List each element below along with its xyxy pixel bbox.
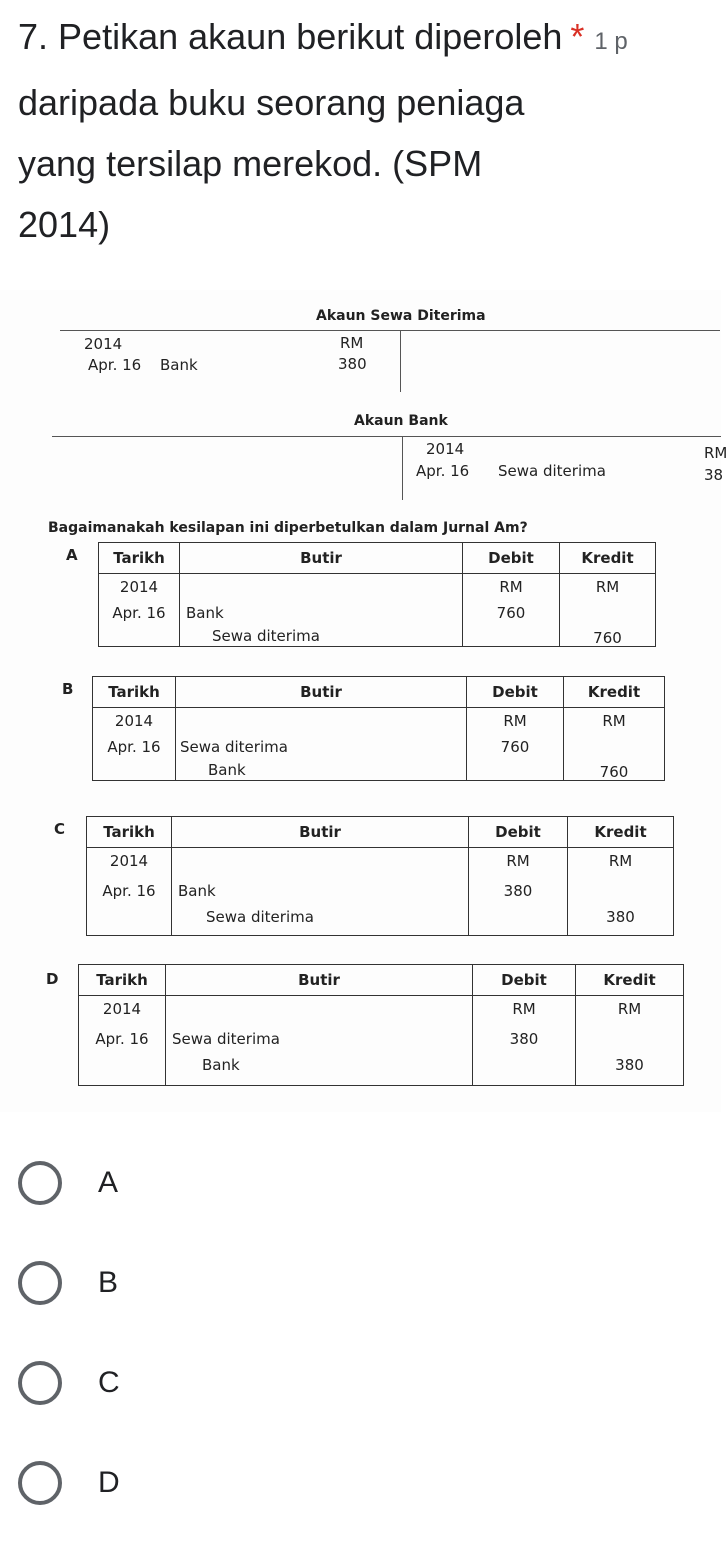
journal-c-credit: 380 bbox=[606, 908, 635, 926]
ledger-bank-particular: Sewa diterima bbox=[498, 462, 606, 480]
journal-c-date: Apr. 16 bbox=[102, 882, 156, 900]
radio-b[interactable] bbox=[18, 1261, 62, 1305]
journal-d-credit-acct: Bank bbox=[202, 1056, 240, 1074]
journal-d-date: Apr. 16 bbox=[95, 1030, 149, 1048]
journal-b-debit-currency: RM bbox=[503, 712, 527, 730]
journal-b-credit: 760 bbox=[599, 763, 629, 781]
journal-a-date: Apr. 16 bbox=[112, 604, 166, 622]
journal-a-label: A bbox=[66, 546, 78, 564]
journal-b-label: B bbox=[62, 680, 74, 698]
ledger-sewa-hline bbox=[60, 330, 720, 331]
journal-b-header-debit: Debit bbox=[467, 677, 564, 708]
ledger-sewa-year: 2014 bbox=[84, 335, 123, 353]
ledger-bank-hline bbox=[52, 436, 721, 437]
journal-d-credit-currency: RM bbox=[617, 1000, 642, 1018]
radio-c[interactable] bbox=[18, 1361, 62, 1405]
ledger-bank-title: Akaun Bank bbox=[354, 413, 448, 429]
journal-a-table bbox=[98, 542, 656, 647]
journal-d-debit-acct: Sewa diterima bbox=[172, 1030, 280, 1048]
journal-c-credit-currency: RM bbox=[608, 852, 633, 870]
journal-c-header-item: Butir bbox=[172, 817, 469, 848]
prompt-text: Bagaimanakah kesilapan ini diperbetulkan dalam Jurnal Am? bbox=[48, 520, 528, 536]
question-image bbox=[0, 290, 727, 1112]
journal-b-header-date: Tarikh bbox=[93, 677, 176, 708]
ledger-bank-amount: 38 bbox=[704, 466, 724, 484]
journal-b-credit-acct: Bank bbox=[208, 761, 246, 779]
ledger-bank-vline bbox=[402, 436, 403, 500]
journal-b-header-credit: Kredit bbox=[564, 677, 665, 708]
journal-b-table bbox=[92, 676, 665, 781]
question-line-2: daripada buku seorang peniaga bbox=[18, 82, 525, 123]
journal-c-header-debit: Debit bbox=[469, 817, 568, 848]
journal-c-year: 2014 bbox=[109, 852, 149, 870]
journal-a-debit: 760 bbox=[496, 604, 526, 622]
journal-c-header-date: Tarikh bbox=[87, 817, 172, 848]
question-line-4: 2014) bbox=[18, 204, 111, 245]
journal-d-debit: 380 bbox=[509, 1030, 539, 1048]
ledger-bank-date: Apr. 16 bbox=[416, 462, 470, 480]
option-a-label: A bbox=[98, 1166, 119, 1199]
journal-a-header-date: Tarikh bbox=[99, 543, 180, 574]
option-a[interactable] bbox=[18, 1158, 118, 1208]
journal-d-label: D bbox=[46, 970, 59, 988]
journal-c-credit-acct: Sewa diterima bbox=[206, 908, 314, 926]
required-marker: * bbox=[570, 16, 585, 57]
ledger-sewa-amount: 380 bbox=[338, 355, 367, 373]
journal-b-date: Apr. 16 bbox=[107, 738, 161, 756]
journal-c-debit: 380 bbox=[503, 882, 533, 900]
ledger-sewa-vline bbox=[400, 330, 401, 392]
journal-a-credit-currency: RM bbox=[595, 578, 620, 596]
journal-d-header-debit: Debit bbox=[473, 965, 576, 996]
journal-c-table bbox=[86, 816, 674, 936]
radio-d[interactable] bbox=[18, 1461, 62, 1505]
journal-a-debit-acct: Bank bbox=[186, 604, 224, 622]
journal-b-credit-currency: RM bbox=[602, 712, 626, 730]
question-line-3: yang tersilap merekod. (SPM bbox=[18, 143, 483, 184]
journal-b-debit-acct: Sewa diterima bbox=[180, 738, 288, 756]
option-b-label: B bbox=[98, 1266, 119, 1299]
ledger-bank-currency: RM bbox=[704, 444, 727, 462]
journal-a-year: 2014 bbox=[119, 578, 159, 596]
journal-b-header-item: Butir bbox=[176, 677, 467, 708]
ledger-sewa-currency: RM bbox=[340, 334, 364, 352]
journal-d-header-item: Butir bbox=[166, 965, 473, 996]
journal-a-debit-currency: RM bbox=[499, 578, 523, 596]
option-b[interactable] bbox=[18, 1258, 118, 1308]
journal-b-debit: 760 bbox=[500, 738, 530, 756]
ledger-sewa-title: Akaun Sewa Diterima bbox=[316, 308, 486, 324]
journal-c-debit-acct: Bank bbox=[178, 882, 216, 900]
journal-d-header-credit: Kredit bbox=[576, 965, 684, 996]
journal-c-debit-currency: RM bbox=[506, 852, 530, 870]
option-c[interactable] bbox=[18, 1358, 120, 1408]
journal-a-header-credit: Kredit bbox=[560, 543, 656, 574]
journal-d-table bbox=[78, 964, 684, 1086]
journal-a-header-item: Butir bbox=[180, 543, 463, 574]
journal-a-header-debit: Debit bbox=[463, 543, 560, 574]
journal-c-header-credit: Kredit bbox=[568, 817, 674, 848]
ledger-bank-year: 2014 bbox=[426, 440, 465, 458]
journal-d-header-date: Tarikh bbox=[79, 965, 166, 996]
journal-a-credit: 760 bbox=[593, 629, 622, 647]
journal-d-year: 2014 bbox=[102, 1000, 142, 1018]
option-d-label: D bbox=[98, 1466, 120, 1499]
journal-d-credit: 380 bbox=[615, 1056, 644, 1074]
question-title bbox=[18, 6, 718, 255]
points-label: 1 p bbox=[594, 28, 628, 55]
radio-a[interactable] bbox=[18, 1161, 62, 1205]
option-c-label: C bbox=[98, 1366, 120, 1399]
ledger-sewa-particular: Bank bbox=[160, 356, 198, 374]
journal-d-debit-currency: RM bbox=[512, 1000, 536, 1018]
ledger-sewa-date: Apr. 16 bbox=[88, 356, 142, 374]
journal-c-label: C bbox=[54, 820, 66, 838]
journal-b-year: 2014 bbox=[114, 712, 154, 730]
journal-a-credit-acct: Sewa diterima bbox=[212, 627, 320, 645]
option-d[interactable] bbox=[18, 1458, 120, 1508]
question-line-1: 7. Petikan akaun berikut diperoleh * 1 p bbox=[18, 16, 628, 57]
